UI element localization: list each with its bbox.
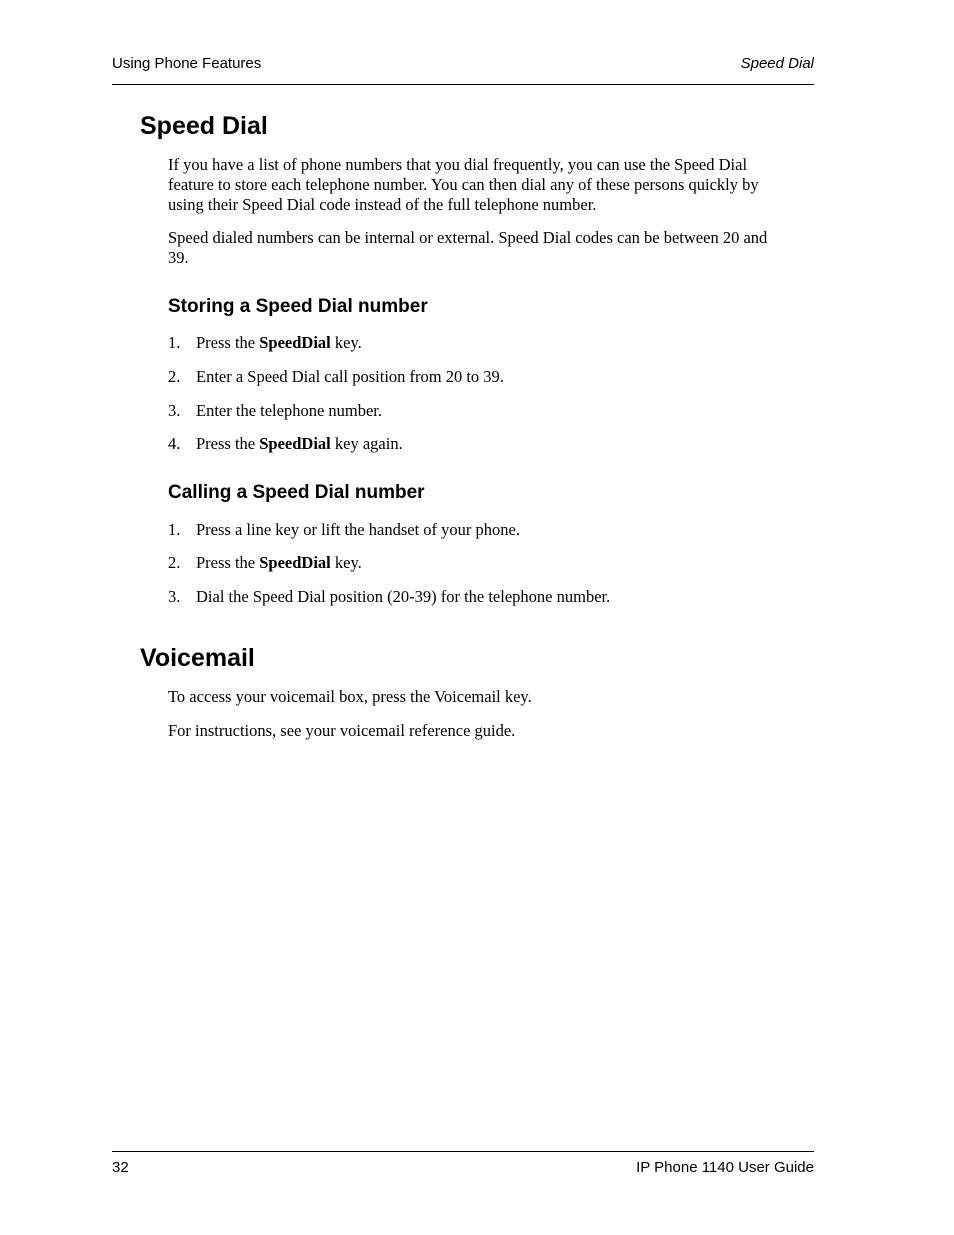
speeddial-key-label: SpeedDial (259, 333, 331, 352)
step-number: 2. (168, 367, 181, 386)
page-number: 32 (112, 1159, 129, 1176)
step-number: 1. (168, 520, 181, 539)
speed-dial-note: Speed dialed numbers can be internal or external. Speed Dial codes can be between 20 and 39. (168, 228, 768, 267)
step-text-pre: Press the (196, 434, 260, 453)
step-text (196, 553, 362, 573)
storing-heading: Storing a Speed Dial number (168, 296, 428, 317)
voicemail-heading: Voicemail (140, 644, 255, 672)
header-rule (112, 84, 814, 85)
running-header (112, 55, 814, 75)
step-text-post: key. (330, 333, 362, 352)
footer-rule (112, 1151, 814, 1152)
step-text-post: key. (330, 553, 362, 572)
step-number: 4. (168, 434, 181, 453)
speed-dial-intro: If you have a list of phone numbers that you dial frequently, you can use the Speed Dial feature to store each telephone number. You can then dial any of these persons quickly by using their Speed Dial code instead of the full telephone number. (168, 155, 759, 214)
speed-dial-heading: Speed Dial (140, 112, 268, 140)
speeddial-key-label: SpeedDial (259, 553, 331, 572)
step-number: 1. (168, 333, 181, 352)
running-footer (112, 1159, 814, 1179)
speeddial-key-label: SpeedDial (259, 434, 331, 453)
step-text: Enter the telephone number. (196, 401, 383, 420)
guide-title: IP Phone 1140 User Guide (636, 1159, 814, 1176)
step-text (196, 333, 362, 353)
step-text-post: key again. (330, 434, 403, 453)
step-text: Dial the Speed Dial position (20-39) for the telephone number. (196, 587, 611, 606)
step-text (196, 434, 403, 454)
step-text-pre: Press the (196, 553, 260, 572)
step-number: 3. (168, 587, 181, 606)
step-number: 3. (168, 401, 181, 420)
header-section-label: Using Phone Features (112, 55, 262, 72)
voicemail-para-2: For instructions, see your voicemail reference guide. (168, 721, 516, 740)
step-text-pre: Press the (196, 333, 260, 352)
step-number: 2. (168, 553, 181, 572)
calling-heading: Calling a Speed Dial number (168, 482, 425, 503)
step-text: Enter a Speed Dial call position from 20 to 39. (196, 367, 504, 386)
header-topic-label: Speed Dial (740, 55, 814, 72)
voicemail-para-1: To access your voicemail box, press the Voicemail key. (168, 687, 532, 706)
step-text: Press a line key or lift the handset of your phone. (196, 520, 520, 539)
